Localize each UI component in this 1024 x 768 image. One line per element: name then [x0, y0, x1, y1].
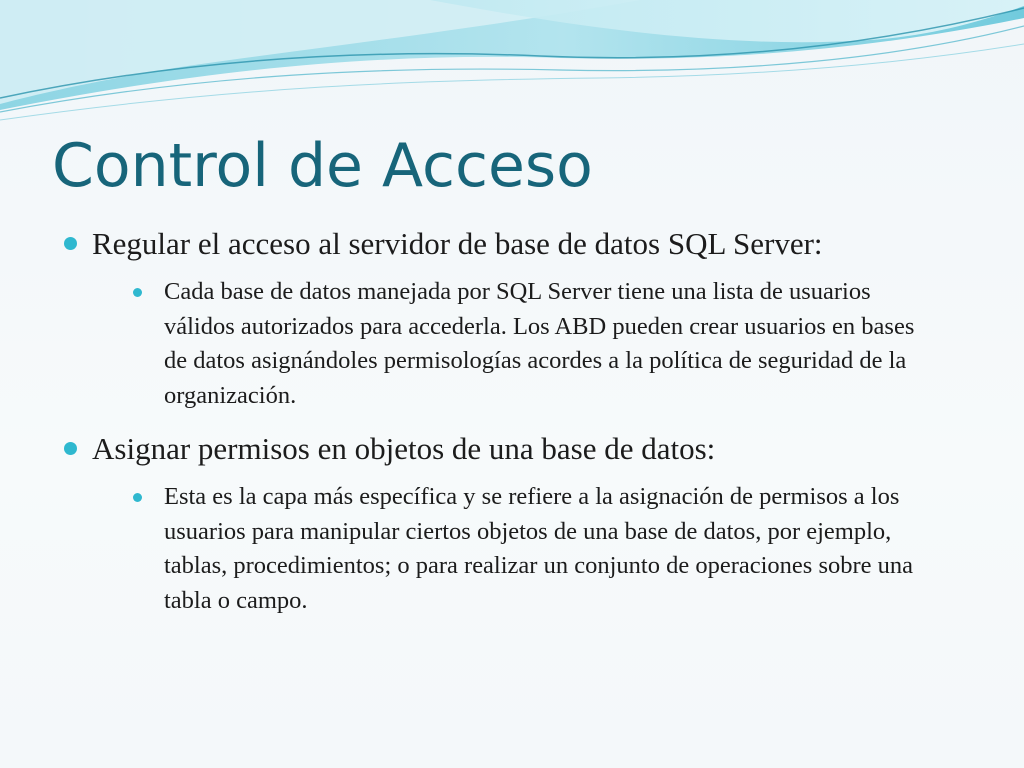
bullet-text: Regular el acceso al servidor de base de datos SQL Server:	[92, 226, 823, 261]
bullet-item	[60, 427, 960, 470]
bullet-item	[60, 222, 960, 265]
sub-bullet-text: Cada base de datos manejada por SQL Server tiene una lista de usuarios válidos autorizados para accederla. Los ABD pueden crear usuarios en bases de datos asignándoles permisologías acordes a la política de seguridad de la organización.	[164, 278, 915, 409]
sub-bullet-item	[164, 480, 942, 618]
bullet-icon	[64, 442, 77, 455]
sub-bullet-text: Esta es la capa más específica y se refiere a la asignación de permisos a los usuarios para manipular ciertos objetos de una base de datos, por ejemplo, tablas, procedimientos; o para realizar un conjunto de operaciones sobre una tabla o campo.	[164, 483, 914, 614]
slide-body	[60, 222, 960, 618]
sub-bullet-icon	[133, 288, 142, 297]
bullet-icon	[64, 237, 77, 250]
sub-bullet-icon	[133, 493, 142, 502]
slide-title: Control de Acceso	[52, 131, 593, 201]
bullet-text: Asignar permisos en objetos de una base de datos:	[92, 431, 716, 466]
wave-decoration	[0, 0, 1024, 140]
sub-bullet-item	[164, 275, 942, 413]
